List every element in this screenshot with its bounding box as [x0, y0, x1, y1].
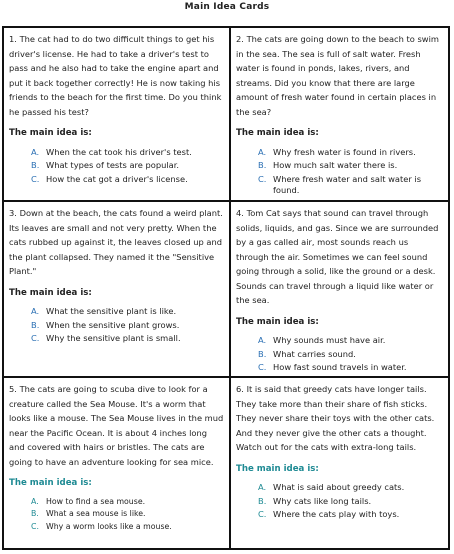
option-letter: B. [31, 509, 39, 518]
card-number: 4. [236, 208, 244, 218]
option-letter: A. [31, 306, 40, 316]
option-text: Where fresh water and salt water is found. [273, 173, 422, 195]
answer-option-c[interactable] [258, 362, 443, 374]
option-text: Why the sensitive plant is small. [46, 333, 181, 343]
option-letter: C. [31, 521, 39, 531]
main-idea-card-2 [231, 28, 448, 200]
option-letter: A. [31, 146, 40, 157]
cards-grid [2, 26, 450, 550]
option-letter: B. [31, 160, 40, 170]
answer-option-c[interactable] [258, 174, 443, 197]
answer-option-c[interactable] [258, 509, 443, 521]
option-letter: C. [31, 333, 40, 343]
main-idea-card-6 [231, 378, 448, 548]
card-passage [236, 206, 443, 308]
card-passage-text: The cat had to do two difficult things to get his driver's license. He had to take a driver's test to pass and he also had to take the engine apart and put it back together correctly! He is now taking his friends to the beach for the first time. Do you think he passed his test? [9, 34, 222, 117]
card-passage [236, 382, 443, 455]
answer-option-a[interactable] [258, 482, 443, 494]
answer-option-c[interactable] [31, 522, 224, 533]
page-title: Main Idea Cards [184, 2, 270, 12]
main-idea-label: The main idea is: [9, 287, 92, 298]
option-text: What is said about greedy cats. [273, 482, 405, 492]
answer-option-a[interactable] [31, 497, 224, 508]
card-passage-text: The cats are going down to the beach to swim in the sea. The sea is full of salt water. Fresh water is found in ponds, lakes, rivers, and streams. Did you know that there are large amount of fresh water found in certain places in the sea? [236, 34, 439, 117]
option-text: When the cat took his driver's test. [46, 146, 192, 157]
main-idea-card-5 [4, 378, 229, 548]
option-text: What types of tests are popular. [46, 160, 180, 170]
answer-options [236, 482, 443, 521]
option-text: Why fresh water is found in rivers. [273, 146, 416, 157]
card-passage [9, 32, 224, 119]
option-text: How fast sound travels in water. [273, 362, 407, 372]
card-passage-text: It is said that greedy cats have longer tails. They take more than their share of fish sticks. They never share their toys with the other cats. And they never give the other cats a thought. Watch out for the cats with extra-long tails. [236, 384, 435, 452]
option-letter: A. [258, 335, 267, 345]
option-text: Where the cats play with toys. [273, 509, 400, 519]
option-text: How the cat got a driver's license. [46, 173, 188, 184]
option-text: Why a worm looks like a mouse. [46, 521, 172, 531]
answer-option-c[interactable] [31, 174, 224, 186]
option-letter: C. [31, 173, 40, 184]
answer-options [9, 306, 224, 345]
card-passage-text: Down at the beach, the cats found a weird plant. Its leaves are small and not very pretty. When the cats rubbed up against it, the leaves closed up and the plant collapsed. They named it the "Sensitive Plant." [9, 208, 223, 276]
card-number: 2. [236, 34, 244, 44]
answer-option-b[interactable] [31, 320, 224, 332]
main-idea-label: The main idea is: [236, 128, 319, 138]
option-text: Why sounds must have air. [273, 335, 386, 345]
answer-option-a[interactable] [258, 335, 443, 347]
option-letter: A. [258, 482, 267, 492]
option-letter: A. [258, 146, 267, 157]
answer-options [236, 335, 443, 374]
answer-option-a[interactable] [31, 147, 224, 159]
option-text: What a sea mouse is like. [46, 509, 146, 518]
card-number: 3. [9, 208, 17, 218]
main-idea-card-1 [4, 28, 229, 200]
option-text: When the sensitive plant grows. [46, 319, 180, 330]
answer-option-b[interactable] [258, 160, 443, 172]
answer-options [236, 147, 443, 197]
main-idea-label: The main idea is: [236, 316, 319, 327]
card-number: 5. [9, 384, 17, 394]
card-passage [9, 206, 224, 279]
card-passage-text: The cats are going to scuba dive to look for a creature called the Sea Mouse. It's a worm that looks like a mouse. The Sea Mouse lives in the mud near the Pacific Ocean. It is about 4 inches long and covered with hairs or bristles. The cats are going to have an adventure looking for sea mice. [9, 384, 224, 467]
answer-option-b[interactable] [258, 349, 443, 361]
option-letter: B. [31, 319, 40, 330]
option-letter: C. [258, 509, 267, 519]
answer-option-b[interactable] [258, 496, 443, 508]
main-idea-card-4 [231, 202, 448, 376]
card-number: 1. [9, 34, 17, 44]
answer-option-b[interactable] [31, 509, 224, 520]
card-passage-text: Tom Cat says that sound can travel through solids, liquids, and gas. Since we are surrounded by a gas called air, most sounds reach us through the air. Sometimes we can feel sound going through a solid, like the ground or a desk. Sounds can travel through a liquid like water or the sea. [236, 208, 439, 305]
option-text: What the sensitive plant is like. [46, 306, 177, 316]
answer-option-a[interactable] [31, 306, 224, 318]
answer-options [9, 497, 224, 533]
option-letter: B. [258, 495, 267, 506]
answer-option-b[interactable] [31, 160, 224, 172]
option-letter: B. [258, 348, 267, 359]
option-text: Why cats like long tails. [273, 495, 372, 506]
answer-options [9, 147, 224, 186]
answer-option-a[interactable] [258, 147, 443, 159]
card-passage [9, 382, 224, 469]
option-text: What carries sound. [273, 348, 356, 359]
card-passage [236, 32, 443, 119]
option-text: How much salt water there is. [273, 160, 398, 170]
option-text: How to find a sea mouse. [46, 496, 146, 506]
main-idea-label: The main idea is: [9, 128, 92, 138]
main-idea-label: The main idea is: [236, 463, 319, 474]
answer-option-c[interactable] [31, 333, 224, 345]
option-letter: A. [31, 496, 39, 506]
card-number: 6. [236, 384, 244, 394]
option-letter: C. [258, 362, 267, 372]
main-idea-card-3 [4, 202, 229, 376]
main-idea-label: The main idea is: [9, 478, 92, 488]
option-letter: B. [258, 160, 267, 170]
option-letter: C. [258, 173, 267, 184]
